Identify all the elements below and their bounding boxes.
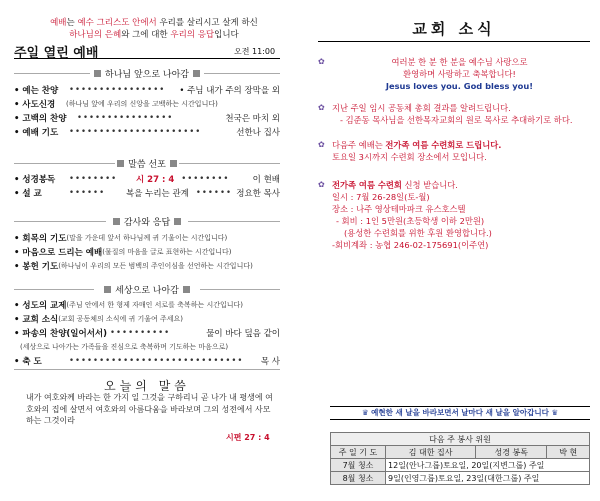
welcome-line: 환영하며 사랑하고 축복합니다!: [403, 69, 516, 79]
intro-highlight: 하나님의 은혜: [69, 30, 122, 40]
order-row-creed: [14, 97, 280, 110]
order-row-benediction: [14, 354, 280, 367]
bell-icon: ✿: [318, 57, 325, 66]
section-heading-sermon: [115, 156, 179, 170]
row-dots: ••••••••: [69, 173, 118, 184]
intro-highlight: 우리의 응답: [170, 30, 215, 40]
scripture-ref: 시 27 : 4: [136, 174, 175, 185]
service-name: 주일 열린 예배: [14, 46, 99, 61]
order-row-church-news: [14, 312, 280, 325]
news-line: 신청 받습니다.: [401, 180, 458, 190]
row-note: (하나님 앞에 우리의 신앙을 고백하는 시간입니다): [66, 99, 218, 108]
news-item-retreat-service: [332, 139, 592, 163]
bell-icon: ✿: [318, 180, 325, 189]
table-cell: 주 일 기 도: [331, 446, 386, 459]
today-verse: 내가 여호와께 바라는 한 가지 일 그것을 구하리니 곧 나가 내 평생에 여호와의 집에 살면서 여호와의 아름다움을 바라보며 그의 성전에서 사모하는 그것이라: [26, 393, 273, 425]
serve-table: [330, 432, 590, 485]
square-bullet-icon: [183, 286, 190, 293]
section-title: 말씀 선포: [128, 159, 166, 170]
row-label: • 봉헌 기도: [14, 261, 59, 272]
row-dots: ••••••••: [181, 173, 230, 184]
bell-icon: ✿: [318, 140, 325, 149]
order-row-fellowship: [14, 298, 280, 311]
section-title: 감사와 응답: [123, 217, 171, 228]
order-row-silent-prayer: [14, 231, 280, 244]
order-row-reading: [14, 172, 280, 185]
row-note: (말을 가운데 앞서 하나님께 귀 기울이는 시간입니다): [66, 233, 228, 242]
intro-text: 입니다: [214, 30, 239, 40]
row-label: • 성경봉독: [14, 174, 56, 185]
news-item-assembly: [332, 102, 592, 126]
table-cell: 박 현: [547, 446, 590, 459]
bell-icon: ✿: [318, 103, 325, 112]
row-note: (세상으로 나아가는 가족들을 진심으로 축복하며 기도하는 마음으로): [20, 342, 229, 351]
row-label: • 마음으로 드리는 예배: [14, 247, 103, 258]
order-row-praise: [14, 83, 280, 96]
row-dots: ••••••: [195, 187, 232, 198]
news-title: 교회 소식: [318, 18, 590, 42]
table-cell: 9일(인영그룹)토요일, 23일(대한그룹) 주일: [386, 472, 590, 485]
row-dots: ••••••••••: [110, 327, 171, 338]
row-label: • 파송의 찬양(일어서서): [14, 328, 108, 339]
section-divider: [14, 369, 280, 370]
square-bullet-icon: [174, 218, 181, 225]
news-item-retreat-signup: [332, 179, 592, 251]
intro-text: 우리를 살리시고 살게 하신: [156, 18, 258, 28]
table-row: [331, 472, 590, 485]
news-line: - 회비 : 1인 5만원(초등학생 이하 2만원): [336, 216, 485, 226]
row-dots: ••••••: [69, 187, 106, 198]
section-heading-sending: [94, 282, 200, 296]
section-heading-approach: [90, 66, 204, 80]
table-row: [331, 459, 590, 472]
news-line: -회비계좌 : 농협 246-02-175691(이주연): [332, 240, 489, 250]
row-label: • 고백의 찬양: [14, 113, 67, 124]
square-bullet-icon: [117, 160, 124, 167]
section-title: 세상으로 나아감: [115, 285, 179, 296]
news-line: 토요일 3시까지 수련회 장소에서 모입니다.: [332, 152, 487, 162]
order-row-confession-song: [14, 111, 280, 124]
sermon-title: 복을 누리는 관계: [126, 188, 189, 199]
today-word-heading: 오늘의 말씀: [104, 379, 190, 393]
order-row-sermon: [14, 186, 280, 199]
row-label: • 성도의 교제: [14, 300, 67, 311]
intro-highlight: 예수 그리스도 안에서: [77, 18, 157, 28]
order-row-offering: [14, 245, 280, 258]
news-line: 일시 : 7월 26-28일(토-월): [332, 192, 430, 202]
order-row-offering-prayer: [14, 259, 280, 272]
table-cell: 7월 청소: [331, 459, 386, 472]
table-cell: 김 대한 집사: [386, 446, 476, 459]
square-bullet-icon: [94, 70, 101, 77]
table-cell: 8월 청소: [331, 472, 386, 485]
square-bullet-icon: [104, 286, 111, 293]
row-label: • 예배 기도: [14, 127, 59, 138]
order-row-prayer: [14, 125, 280, 138]
row-label: • 설 교: [14, 188, 42, 199]
row-label: • 축 도: [14, 356, 42, 367]
row-dots: ••••••••••••••••: [77, 112, 174, 123]
row-right: 물이 바다 덮음 같이: [206, 328, 280, 339]
news-line: 장소 : 나주 영상테마파크 유스호스텔: [332, 204, 466, 214]
row-label: • 사도신경: [14, 99, 56, 110]
news-highlight: 전가족 여름 수련회: [332, 180, 402, 190]
table-row: [331, 446, 590, 459]
intro-text: 는: [66, 18, 78, 28]
news-line: (용성한 수련회를 위한 후원 환영합니다.): [344, 228, 492, 238]
row-label: • 회목의 기도: [14, 233, 67, 244]
square-bullet-icon: [170, 160, 177, 167]
row-note: (교회 공동체의 소식에 귀 기울여 주세요): [58, 314, 183, 323]
table-cell: 성경 봉독: [476, 446, 547, 459]
today-verse-ref: 시편 27 : 4: [226, 433, 270, 442]
news-line: 다음주 예배는: [332, 140, 386, 150]
row-label: • 교회 소식: [14, 314, 59, 325]
row-dots: •••••••••••••••••••••••••••••: [69, 355, 244, 366]
row-dots: ••••••••••••••••: [69, 84, 166, 95]
intro-word-worship: 예배: [50, 18, 67, 28]
row-right: • 주님 내가 주의 장막을 외: [179, 85, 280, 96]
row-note: (주님 안에서 한 형제 자매인 서로를 축복하는 시간입니다): [66, 300, 243, 309]
serve-banner: ♛ 예현한 새 날을 바라보면서 날마다 새 날을 알아갑니다 ♛: [330, 406, 590, 420]
welcome-note: [332, 56, 587, 92]
welcome-line-en: Jesus loves you. God bless you!: [385, 81, 534, 91]
news-highlight: 전가족 여름 수련회로 드립니다.: [385, 140, 502, 150]
news-line: - 김준동 목사님을 선한목자교회의 원로 목사로 추대하기로 하다.: [340, 115, 573, 125]
table-cell: 12일(안나그룹)토요일, 20일(지변그룹) 주일: [386, 459, 590, 472]
row-right: 목 사: [260, 356, 280, 367]
row-note: (물질의 마음을 글로 표현하는 시간입니다): [102, 247, 232, 256]
worship-intro: [34, 17, 274, 41]
row-right: 이 현배: [252, 174, 280, 185]
row-right: 선한나 집사: [236, 127, 280, 138]
news-line: 지난 주일 임시 공동체 총회 결과를 알려드립니다.: [332, 103, 511, 113]
row-note: (하나님이 우리의 모든 범백의 주인이심을 선언하는 시간입니다): [58, 261, 253, 270]
order-row-sending-note: [14, 340, 286, 353]
section-heading-response: [106, 214, 188, 228]
order-row-sending-song: [14, 326, 280, 339]
service-time: 오전 11:00: [234, 47, 276, 56]
row-dots: ••••••••••••••••••••••: [69, 126, 202, 137]
serve-caption: 다음 주 봉사 위원: [331, 433, 590, 446]
row-right: 천국은 마치 외: [225, 113, 280, 124]
square-bullet-icon: [113, 218, 120, 225]
row-right: 정요한 목사: [236, 188, 280, 199]
row-label: • 예는 찬양: [14, 85, 59, 96]
intro-text: 와 그에 대한: [121, 30, 171, 40]
section-title: 하나님 앞으로 나아감: [105, 69, 189, 80]
welcome-line: 여러분 한 분 한 분을 예수님 사랑으로: [391, 57, 528, 67]
square-bullet-icon: [193, 70, 200, 77]
